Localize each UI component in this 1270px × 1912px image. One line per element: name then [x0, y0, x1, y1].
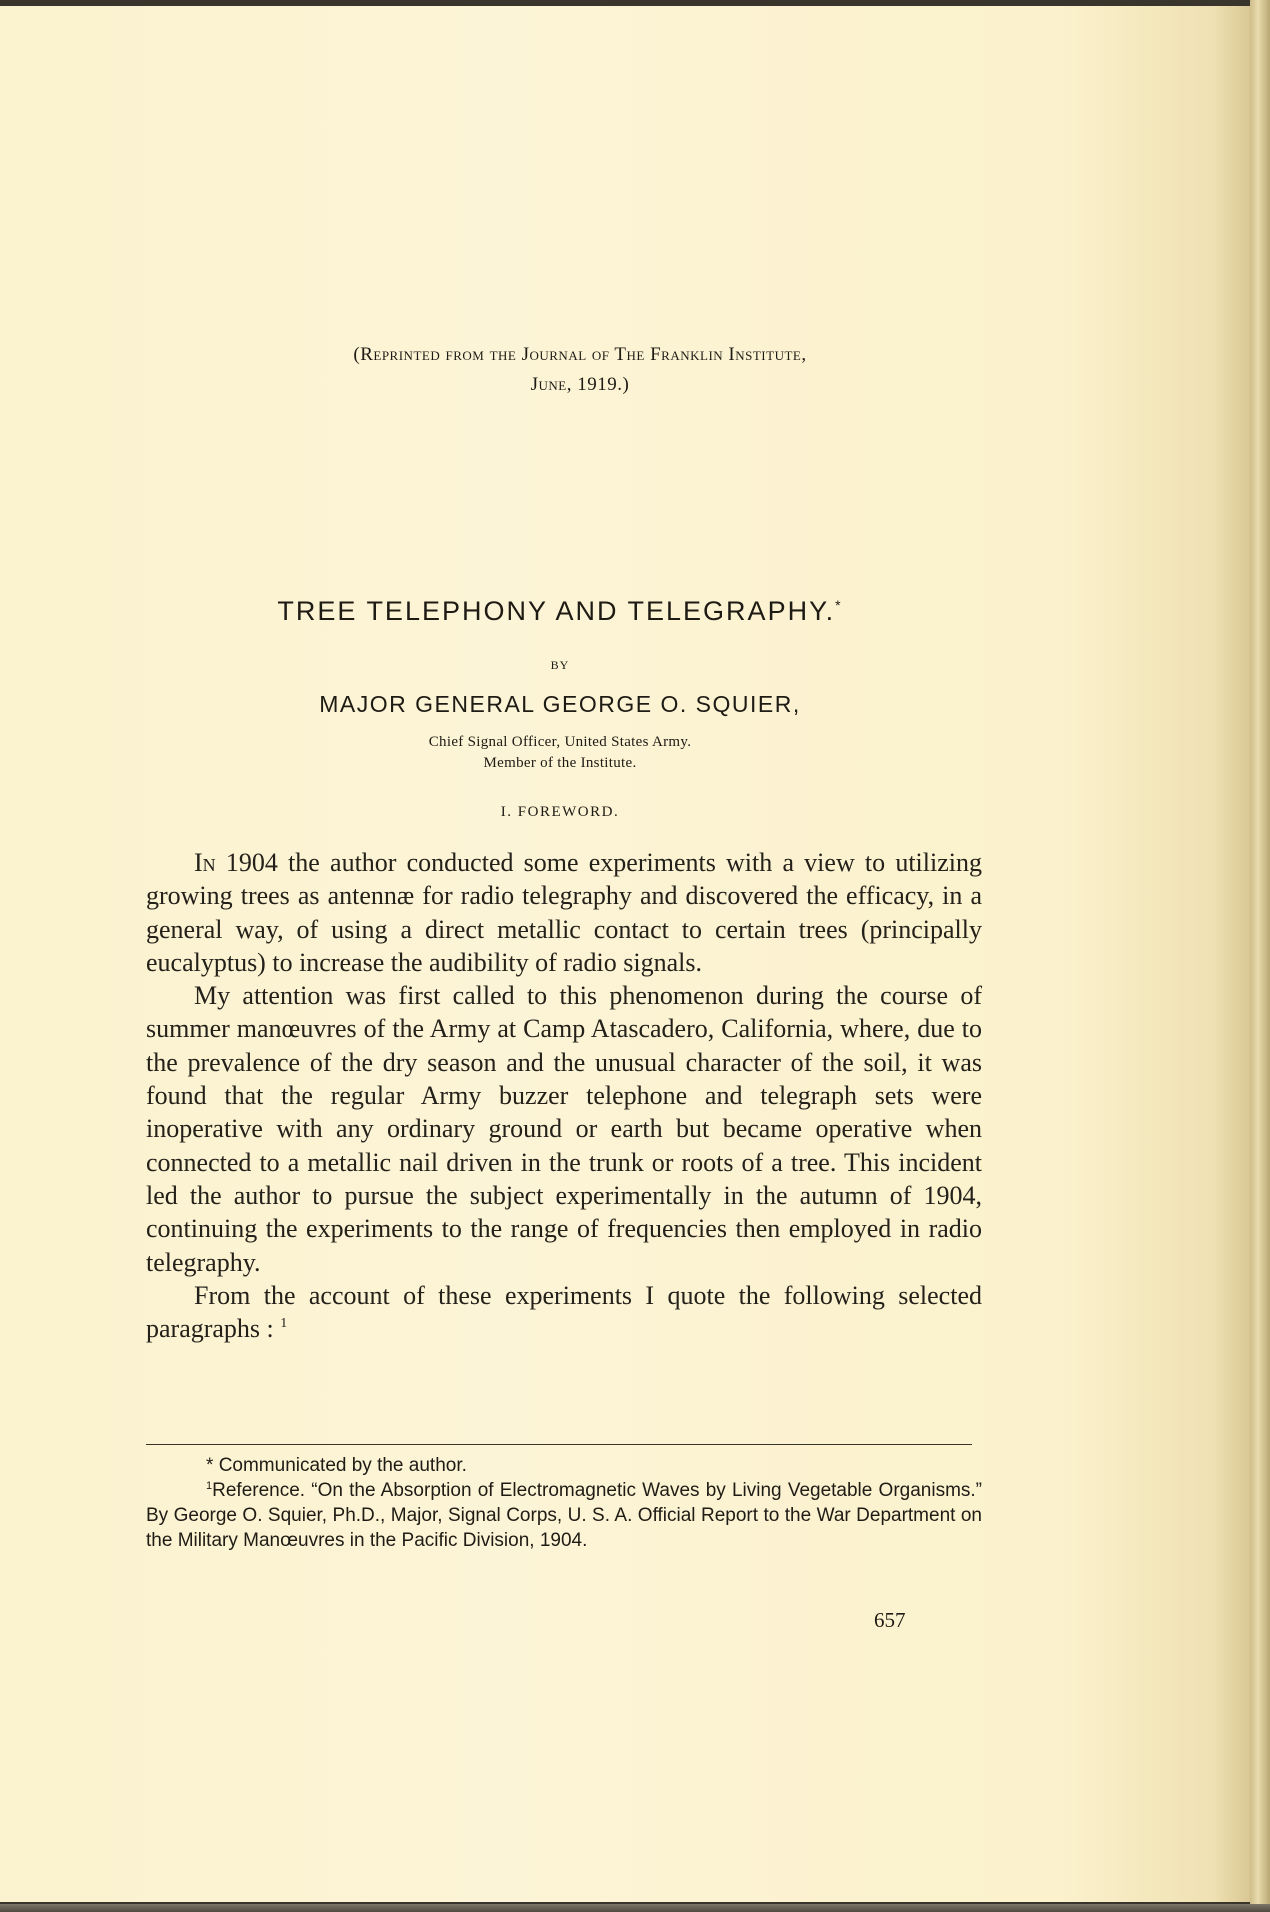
section-heading: I. FOREWORD.: [500, 804, 620, 820]
byline-by: BY: [550, 658, 570, 672]
document-page: [0, 6, 1250, 1902]
reprint-notice: [230, 340, 930, 400]
author-affiliation: [180, 732, 940, 774]
paragraph-3-text: From the account of these experiments I quote the following selected paragraphs :: [146, 1280, 982, 1344]
reprint-line-2: June, 1919.): [530, 374, 630, 395]
footnote-1-mark: 1: [206, 1480, 213, 1492]
page-edge-bottom: [0, 1904, 1270, 1912]
footnote-divider: [146, 1444, 972, 1445]
footnote-ref-1: 1: [280, 1316, 288, 1332]
page-number: 657: [874, 1608, 906, 1632]
affiliation-line-2: Member of the Institute.: [483, 755, 637, 771]
footnote-star: [146, 1453, 982, 1478]
body-text: [146, 846, 982, 1345]
footnote-star-text: Communicated by the author.: [218, 1455, 467, 1476]
footnote-1-text: Reference. “On the Absorption of Electromagnetic Waves by Living Vegetable Organisms.” By George O. Squier, Ph.D., Major, Signal Corps, U. S. A. Official Report to the War Department on the Military Manœuvres in the Pacific Division, 1904.: [146, 1480, 982, 1551]
article-title: [180, 596, 940, 627]
paragraph-1-text: 1904 the author conducted some experiments with a view to utilizing growing trees as antennæ for radio telegraphy and discovered the efficacy, in a general way, of using a direct metallic contact to certain trees (principally eucalyptus) to increase the audibility of radio signals.: [146, 848, 982, 977]
article-title-text: TREE TELEPHONY AND TELEGRAPHY.: [277, 596, 836, 626]
author-name: MAJOR GENERAL GEORGE O. SQUIER,: [319, 691, 801, 717]
paragraph-1: [146, 846, 982, 979]
footnote-star-mark: *: [206, 1455, 214, 1476]
page-edge-right: [1250, 0, 1270, 1912]
paragraph-2: My attention was first called to this phenomenon during the course of summer manœuvres of the Army at Camp Atascadero, California, where, due to the prevalence of the dry season and the unusual character of the soil, it was found that the regular Army buzzer telephone and telegraph sets were inoperative with any ordinary ground or earth but became operative when connected to a metallic nail driven in the trunk or roots of a tree. This incident led the author to pursue the subject experimentally in the autumn of 1904, continuing the experiments to the range of frequencies then employed in radio telegraphy.: [146, 981, 982, 1277]
affiliation-line-1: Chief Signal Officer, United States Army.: [428, 734, 692, 750]
footnotes: [146, 1453, 982, 1553]
title-footnote-mark: *: [835, 597, 843, 613]
paragraph-1-initial: In: [194, 848, 216, 877]
paragraph-3: [146, 1279, 982, 1346]
footnote-1: [146, 1478, 982, 1553]
reprint-line-1: (Reprinted from the Journal of The Franklin Institute,: [353, 344, 807, 365]
